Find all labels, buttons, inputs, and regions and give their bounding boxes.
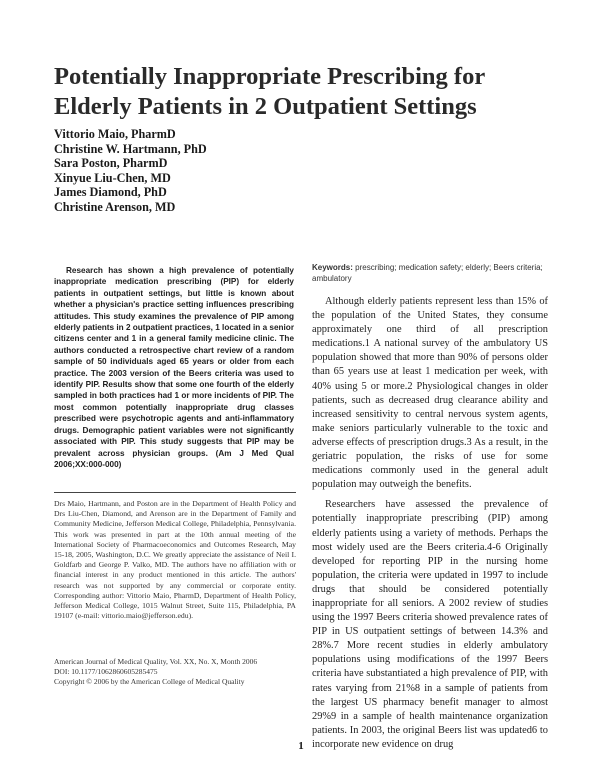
author-name: Christine Arenson, MD [54,199,176,214]
body-paragraph: Although elderly patients represent less than 15% of the population of the United States, they consume approximately one third of all prescription medications.1 A national survey of the ambulatory US population showed that more than 90% of persons older than 65 years use at least 1 medication per week, with 40% using 5 or more.2 Physiological changes in older patients, such as decreased drug clearance ability and increased sensitivity to central nervous system agents, make seniors particularly vulnerable to the toxic and adverse effects of prescription drugs.3 As a result, in the geriatric population, the risks of use for some medications commonly used in the general adult population may outweigh the benefits. [312,296,548,491]
doi-line: DOI: 10.1177/1062860605285475 [54,666,158,676]
author-list [54,127,454,215]
keywords-label: Keywords: [312,263,353,272]
page-number: 1 [298,740,304,752]
author-name: Christine W. Hartmann, PhD [54,141,207,156]
body-text [312,295,548,758]
abstract-text: Research has shown a high prevalence of potentially inappropriate medication prescribing (PIP) for elderly patients in outpatient settings, but little is known about whether a physician's practice setting influences prescribing attitudes. This study examines the prevalence of PIP among elderly patients in 2 outpatient practices, 1 located in a senior citizens center and 1 in a general family medicine clinic. The authors conducted a retrospective chart review of a random sample of 50 individuals aged 65 years or older from each practice. The 2003 version of the Beers criteria was used to identify PIP. Results show that some one fourth of the elderly sampled in both practices had 1 or more incidents of PIP. The most common potentially inappropriate drug classes prescribed were psychotropic agents and anti-inflammatory drugs. Demographic patient variables were not significantly associated with PIP. This study suggests that PIP may be prevalent across physician groups. (Am J Med Qual 2006;XX:000-000) [54,266,294,469]
article-title: Potentially Inappropriate Prescribing for Elderly Patients in 2 Outpatient Settings [54,63,485,120]
author-name: Xinyue Liu-Chen, MD [54,170,171,185]
author-name: Vittorio Maio, PharmD [54,127,176,141]
author-name: James Diamond, PhD [54,185,167,200]
body-paragraph: Researchers have assessed the prevalence of potentially inappropriate prescribing (PIP) among elderly patients using a variety of methods. Perhaps the most widely used are the Beers criteria.4-6 Originally developed for reporting PIP in the nursing home population, the criteria were updated in 1997 to include drugs that should be considered potentially inappropriate for all seniors. A 2002 review of studies using the 1997 Beers criteria showed prevalence rates of PIP in US outpatient settings of between 14.3% and 28%.7 More recent studies in elderly ambulatory populations using modifications of the 1997 Beers criteria have substantiated a high prevalence of PIP, with rates varying from 21%8 in a sample of patients from the largest US pharmacy benefit manager to almost 29%9 in a sample of health maintenance organization patients. In 2003, the original Beers list was updated6 to incorporate new evidence on drug [312,499,548,750]
copyright-line: Copyright © 2006 by the American College of Medical Quality [54,676,245,686]
author-affiliation-note [54,492,296,621]
abstract [54,265,294,470]
keywords [312,262,548,284]
journal-citation [54,657,296,686]
affiliation-text: Drs Maio, Hartmann, and Poston are in the Department of Health Policy and Drs Liu-Chen, Diamond, and Arenson are in the Department of Family and Community Medicine, Jefferson Medical College, Philadelphia, Pennsylvania. This work was presented in part at the 10th annual meeting of the International Society of Pharmacoeconomics and Outcomes Research, May 15-18, 2005, Washington, D.C. We greatly appreciate the assistance of Neil I. Goldfarb and George P. Valko, MD. The authors have no affiliation with or financial interest in any product mentioned in this article. The authors' research was not supported by any commercial or corporate entity. Corresponding author: Vittorio Maio, PharmD, Department of Health Policy, Jefferson Medical College, 1015 Walnut Street, Suite 115, Philadelphia, PA 19107 (e-mail: vittorio.maio@jefferson.edu). [54,499,296,621]
author-name: Sara Poston, PharmD [54,156,168,171]
journal-line: American Journal of Medical Quality, Vol. XX, No. X, Month 2006 [54,657,258,666]
keywords-list: prescribing; medication safety; elderly; Beers criteria; ambulatory [312,263,543,283]
